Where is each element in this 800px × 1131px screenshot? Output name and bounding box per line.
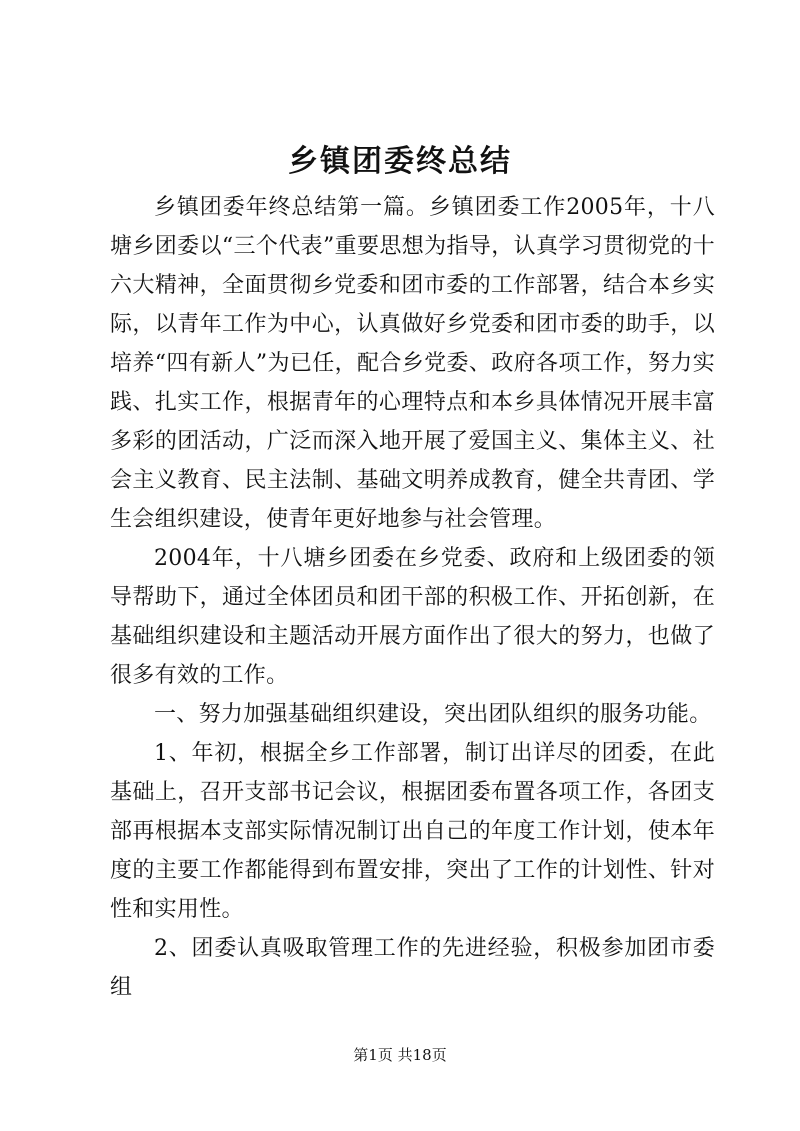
paragraph-4: 1、年初，根据全乡工作部署，制订出详尽的团委，在此基础上，召开支部书记会议，根据团委布置各项工作，各团支部再根据本支部实际情况制订出自己的年度工作计划，使本年度的主要工作都能得到布置安排，突出了工作的计划性、针对性和实用性。 [110,741,715,922]
page-number-footer: 第1页 共18页 [353,1046,447,1064]
paragraph-1: 乡镇团委年终总结第一篇。乡镇团委工作2005年，十八塘乡团委以“三个代表”重要思想为指导，认真学习贯彻党的十六大精神，全面贯彻乡党委和团市委的工作部署，结合本乡实际，以青年工作为中心，认真做好乡党委和团市委的助手，以培养“四有新人”为已任，配合乡党委、政府各项工作，努力实践、扎实工作，根据青年的心理特点和本乡具体情况开展丰富多彩的团活动，广泛而深入地开展了爱国主义、集体主义、社会主义教育、民主法制、基础文明养成教育，健全共青团、学生会组织建设，使青年更好地参与社会管理。 [110,195,715,532]
paragraph-3: 一、努力加强基础组织建设，突出团队组织的服务功能。 [154,702,712,727]
document-body [110,188,715,1007]
document-title: 乡镇团委终总结 [288,144,512,179]
paragraph-2: 2004年，十八塘乡团委在乡党委、政府和上级团委的领导帮助下，通过全体团员和团干部的积极工作、开拓创新，在基础组织建设和主题活动开展方面作出了很大的努力，也做了很多有效的工作。 [110,546,715,688]
paragraph-5: 2、团委认真吸取管理工作的先进经验，积极参加团市委组 [110,936,715,1000]
